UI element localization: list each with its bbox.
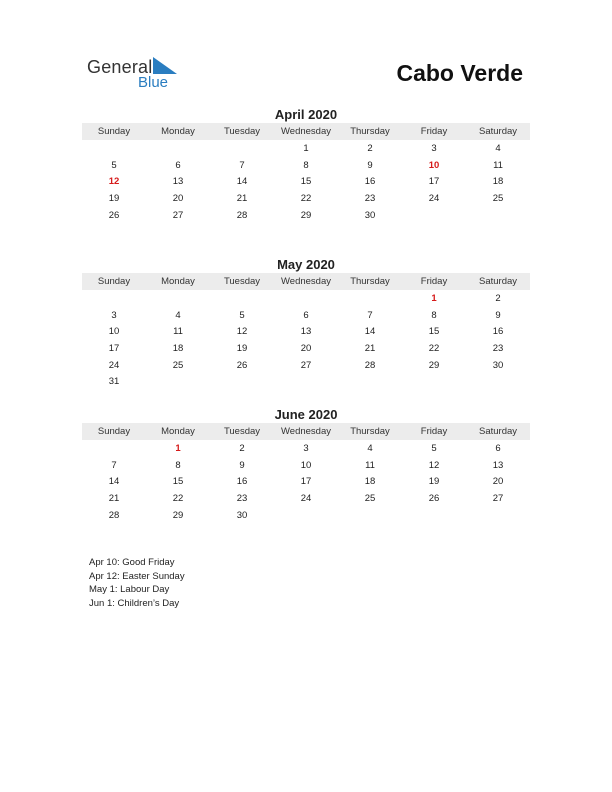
day-cell: 5	[111, 159, 117, 171]
day-cell: 10	[300, 459, 312, 471]
weekday-header	[82, 423, 530, 440]
weekday-label: Tuesday	[223, 276, 261, 287]
day-cell: 23	[364, 192, 376, 204]
day-cell: 5	[431, 442, 437, 454]
weekday-label: Tuesday	[223, 126, 261, 137]
day-cell: 14	[108, 476, 120, 488]
day-cell: 9	[367, 159, 373, 171]
holiday-entry: May 1: Labour Day	[89, 584, 170, 596]
weekday-label: Thursday	[350, 126, 390, 137]
day-cell: 18	[492, 176, 504, 188]
weekday-label: Monday	[161, 126, 195, 137]
weekday-label: Monday	[161, 426, 195, 437]
day-cell: 15	[300, 176, 312, 188]
day-cell: 3	[111, 309, 117, 321]
week-row	[82, 507, 530, 524]
day-cell: 16	[364, 176, 376, 188]
day-cell: 17	[428, 176, 440, 188]
day-cell: 11	[493, 159, 503, 171]
day-cell: 19	[428, 476, 440, 488]
day-cell: 26	[236, 359, 248, 371]
day-cell: 28	[236, 209, 248, 221]
day-cell: 3	[303, 442, 309, 454]
day-cell: 14	[236, 176, 248, 188]
day-cell: 24	[300, 492, 312, 504]
week-row	[82, 173, 530, 190]
day-cell: 10	[108, 326, 120, 338]
day-cell: 4	[175, 309, 181, 321]
day-cell: 19	[236, 342, 248, 354]
day-cell: 7	[111, 459, 117, 471]
day-cell: 11	[173, 326, 183, 338]
day-cell: 20	[300, 342, 312, 354]
weekday-label: Sunday	[97, 126, 131, 137]
holiday-day-cell: 1	[431, 292, 437, 304]
day-cell: 27	[492, 492, 504, 504]
day-cell: 26	[108, 209, 120, 221]
holiday-entry: Apr 10: Good Friday	[89, 557, 175, 568]
day-cell: 29	[300, 209, 312, 221]
day-cell: 13	[492, 459, 504, 471]
week-row	[82, 357, 530, 374]
week-row	[82, 157, 530, 174]
day-cell: 2	[367, 142, 373, 154]
holiday-day-cell: 10	[428, 159, 440, 171]
week-row	[82, 490, 530, 507]
day-cell: 23	[492, 342, 504, 354]
day-cell: 5	[239, 309, 245, 321]
day-cell: 24	[108, 359, 120, 371]
weekday-header	[82, 273, 530, 290]
day-cell: 20	[172, 192, 184, 204]
logo-text-general: General	[87, 57, 153, 77]
day-cell: 13	[172, 176, 184, 188]
day-cell: 21	[236, 192, 248, 204]
weekday-label: Thursday	[350, 426, 390, 437]
week-row	[82, 440, 530, 457]
week-row	[82, 340, 530, 357]
weekday-label: Monday	[161, 276, 195, 287]
day-cell: 29	[172, 509, 184, 521]
holiday-list	[89, 556, 185, 611]
day-cell: 28	[108, 509, 120, 521]
day-cell: 18	[172, 342, 184, 354]
day-cell: 2	[495, 292, 501, 304]
country-title: Cabo Verde	[396, 60, 523, 86]
day-cell: 22	[172, 492, 184, 504]
day-cell: 3	[431, 142, 437, 154]
holiday-entry: Jun 1: Children’s Day	[89, 598, 180, 610]
day-cell: 21	[364, 342, 376, 354]
day-cell: 28	[364, 359, 376, 371]
weekday-label: Friday	[420, 276, 448, 287]
week-row	[82, 207, 530, 224]
day-cell: 7	[239, 159, 245, 171]
day-cell: 22	[300, 192, 312, 204]
weekday-label: Thursday	[350, 276, 390, 287]
weekday-label: Saturday	[478, 126, 518, 137]
week-row	[82, 140, 530, 157]
day-cell: 20	[492, 476, 504, 488]
day-cell: 14	[364, 326, 376, 338]
day-cell: 25	[364, 492, 376, 504]
day-cell: 29	[428, 359, 440, 371]
day-cell: 25	[172, 359, 184, 371]
day-cell: 6	[303, 309, 309, 321]
day-cell: 27	[172, 209, 184, 221]
week-row	[82, 190, 530, 207]
weekday-label: Sunday	[97, 276, 131, 287]
day-cell: 30	[364, 209, 376, 221]
day-cell: 11	[365, 459, 375, 471]
weekday-header	[82, 123, 530, 140]
logo-text-blue: Blue	[138, 74, 169, 91]
day-cell: 16	[492, 326, 504, 338]
weekday-label: Wednesday	[281, 426, 331, 437]
day-cell: 25	[492, 192, 504, 204]
weekday-label: Wednesday	[281, 276, 331, 287]
calendar-april	[82, 106, 530, 223]
day-cell: 17	[300, 476, 312, 488]
day-cell: 21	[108, 492, 120, 504]
week-row	[82, 457, 530, 474]
calendar-may	[82, 256, 530, 390]
day-cell: 16	[236, 476, 248, 488]
month-title: April 2020	[274, 107, 338, 122]
day-cell: 31	[108, 376, 120, 388]
week-row	[82, 307, 530, 324]
day-cell: 15	[428, 326, 440, 338]
weekday-label: Saturday	[478, 276, 518, 287]
day-cell: 6	[175, 159, 181, 171]
weekday-label: Sunday	[97, 426, 131, 437]
week-row	[82, 473, 530, 490]
weekday-label: Saturday	[478, 426, 518, 437]
month-title: June 2020	[274, 407, 338, 422]
day-cell: 8	[431, 309, 437, 321]
day-cell: 8	[303, 159, 309, 171]
day-cell: 4	[367, 442, 373, 454]
day-cell: 13	[300, 326, 312, 338]
day-cell: 17	[108, 342, 120, 354]
day-cell: 30	[236, 509, 248, 521]
weekday-label: Tuesday	[223, 426, 261, 437]
weekday-label: Friday	[420, 126, 448, 137]
day-cell: 30	[492, 359, 504, 371]
day-cell: 12	[236, 326, 248, 338]
day-cell: 8	[175, 459, 181, 471]
weekday-label: Friday	[420, 426, 448, 437]
day-cell: 1	[303, 142, 309, 154]
week-row	[82, 373, 530, 390]
week-row	[82, 290, 530, 307]
day-cell: 27	[300, 359, 312, 371]
day-cell: 24	[428, 192, 440, 204]
general-blue-logo	[87, 55, 187, 95]
day-cell: 22	[428, 342, 440, 354]
day-cell: 9	[495, 309, 501, 321]
calendar-june	[82, 406, 530, 523]
day-cell: 2	[239, 442, 245, 454]
day-cell: 7	[367, 309, 373, 321]
logo-triangle-icon	[153, 57, 177, 74]
day-cell: 15	[172, 476, 184, 488]
month-title: May 2020	[277, 257, 335, 272]
week-row	[82, 323, 530, 340]
holiday-entry: Apr 12: Easter Sunday	[89, 570, 185, 582]
day-cell: 19	[108, 192, 120, 204]
day-cell: 26	[428, 492, 440, 504]
weekday-label: Wednesday	[281, 126, 331, 137]
day-cell: 18	[364, 476, 376, 488]
holiday-day-cell: 1	[175, 442, 181, 454]
day-cell: 6	[495, 442, 501, 454]
day-cell: 23	[236, 492, 248, 504]
holiday-day-cell: 12	[108, 176, 120, 188]
day-cell: 4	[495, 142, 501, 154]
day-cell: 12	[428, 459, 440, 471]
day-cell: 9	[239, 459, 245, 471]
